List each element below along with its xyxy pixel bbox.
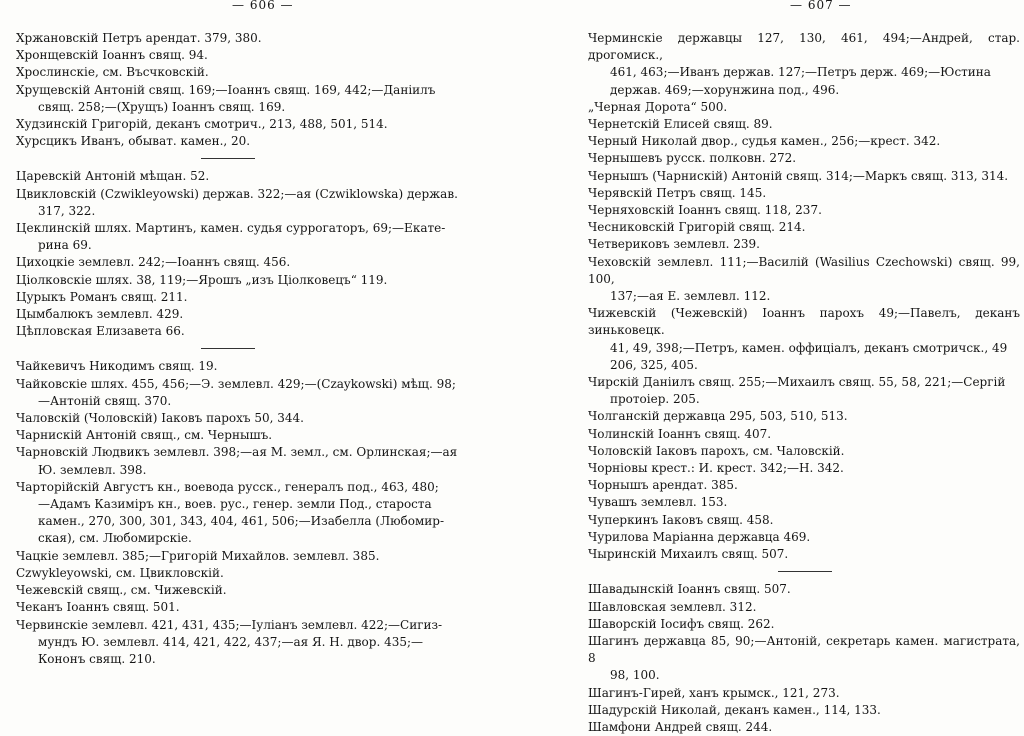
entry-line: Черминскіе державцы 127, 130, 461, 494;—Андрей, стар. дрогомиск., — [588, 31, 1020, 63]
entry-continuation: 41, 49, 398;—Петръ, камен. оффиціалъ, деканъ смотричск., 49 — [610, 340, 1008, 355]
entry-line: Шагинъ державца 85, 90;—Антоній, секретарь камен. магистрата, 8 — [588, 633, 1020, 666]
index-entry — [588, 374, 1020, 408]
entry-line: Чайкевичъ Никодимъ свящ. 19. — [16, 359, 218, 374]
entry-line: Чоловскій Іаковъ парохъ, см. Чаловскій. — [588, 443, 845, 458]
entry-line: Чежевскій свящ., см. Чижевскій. — [16, 583, 227, 598]
entry-continuation: 137;—ая Е. землевл. 112. — [610, 289, 771, 304]
divider-rule — [778, 571, 832, 572]
entry-line: Czwykleyowski, см. Цвикловскій. — [16, 565, 224, 580]
entry-continuation: мундъ Ю. землевл. 414, 421, 422, 437;—ая Я. Н. двор. 435;— — [38, 634, 424, 649]
page-number: — 607 — — [790, 0, 852, 12]
entry-line: Чернышевъ русск. полковн. 272. — [588, 151, 797, 166]
index-entry — [588, 599, 1020, 616]
index-entry — [588, 236, 1020, 253]
entry-line: Чаловскій (Чоловскій) Іаковъ парохъ 50, 344. — [16, 411, 304, 426]
index-entry — [588, 616, 1020, 633]
entry-continuation: 206, 325, 405. — [610, 357, 698, 372]
index-entry — [588, 685, 1020, 702]
index-entry — [16, 82, 460, 116]
index-entries — [588, 30, 1020, 736]
entry-line: Чолинскій Іоаннъ свящ. 407. — [588, 426, 772, 441]
index-entry — [16, 548, 460, 565]
index-entry — [16, 272, 460, 289]
entry-line: Чесниковскій Григорій свящ. 214. — [588, 220, 806, 235]
index-entry — [588, 30, 1020, 99]
entry-line: Чорніовы крест.: И. крест. 342;—Н. 342. — [588, 461, 844, 476]
index-entry — [16, 254, 460, 271]
index-entry — [16, 599, 460, 616]
index-entry — [16, 220, 460, 254]
entry-line: Чолганскій державца 295, 503, 510, 513. — [588, 409, 848, 424]
entry-continuation: 317, 322. — [38, 203, 96, 218]
index-entry — [16, 358, 460, 375]
index-entry — [16, 617, 460, 669]
entry-continuation: 98, 100. — [610, 668, 660, 683]
entry-continuation: рина 69. — [38, 238, 92, 253]
entry-line: Черявскій Петръ свящ. 145. — [588, 185, 767, 200]
index-entry — [16, 116, 460, 133]
entry-line: Хржановскій Петръ арендат. 379, 380. — [16, 31, 262, 45]
index-entry — [588, 581, 1020, 598]
entry-line: Цвикловскій (Czwikleyowski) держав. 322;—ая (Czwiklowska) держав. — [16, 186, 458, 201]
entry-line: Цѣпловская Елизавета 66. — [16, 324, 185, 339]
index-entry — [588, 719, 1020, 736]
entry-line: Чирскій Даніилъ свящ. 255;—Михаилъ свящ. 55, 58, 221;—Сергій — [588, 375, 1006, 390]
entry-line: Чарновскій Людвикъ землевл. 398;—ая М. земл., см. Орлинская;—ая — [16, 445, 458, 460]
entry-line: Чайковскіе шлях. 455, 456;—Э. землевл. 429;—(Czaykowski) мѣщ. 98; — [16, 376, 456, 391]
index-entry — [16, 376, 460, 410]
index-entry — [16, 64, 460, 81]
entry-continuation: держав. 469;—хорунжина под., 496. — [610, 82, 840, 97]
entry-line: Цихоцкіе землевл. 242;—Іоаннъ свящ. 456. — [16, 255, 291, 270]
entry-continuation: камен., 270, 300, 301, 343, 404, 461, 506;—Изабелла (Любомир- — [38, 514, 445, 529]
entry-continuation: свящ. 258;—(Хрущъ) Іоаннъ свящ. 169. — [38, 99, 286, 114]
index-entry — [588, 426, 1020, 443]
entry-line: Хронщевскій Іоаннъ свящ. 94. — [16, 48, 208, 63]
page-number: — 606 — — [232, 0, 294, 12]
index-entry — [16, 306, 460, 323]
index-entry — [16, 479, 460, 548]
entry-continuation: —Антоній свящ. 370. — [38, 393, 172, 408]
index-entry — [588, 254, 1020, 306]
entry-line: Черный Николай двор., судья камен., 256;—крест. 342. — [588, 134, 941, 149]
section-divider — [16, 150, 460, 168]
entry-continuation: протоіер. 205. — [610, 392, 700, 407]
entry-line: Цымбалюкъ землевл. 429. — [16, 307, 184, 322]
entry-continuation: 461, 463;—Иванъ держав. 127;—Петръ держ. 469;—Юстина — [610, 65, 991, 80]
entry-line: Цурыкъ Романъ свящ. 211. — [16, 289, 188, 304]
index-entry — [16, 323, 460, 340]
index-entry — [588, 477, 1020, 494]
index-entry — [16, 133, 460, 150]
entry-line: „Черная Дорота“ 500. — [588, 99, 728, 114]
entry-line: Чарторійскій Августъ кн., воевода русск., генералъ под., 463, 480; — [16, 479, 439, 494]
index-entry — [16, 289, 460, 306]
entry-line: Хрослинскіе, см. Въсчковскій. — [16, 65, 209, 80]
entry-line: Чорнышъ арендат. 385. — [588, 478, 738, 493]
index-entry — [588, 460, 1020, 477]
entry-line: Четвериковъ землевл. 239. — [588, 237, 760, 252]
index-entry — [16, 410, 460, 427]
index-entry — [588, 168, 1020, 185]
index-entry — [16, 427, 460, 444]
index-entry — [588, 133, 1020, 150]
index-entry — [588, 633, 1020, 685]
index-entry — [588, 219, 1020, 236]
divider-rule — [201, 348, 255, 349]
index-entry — [16, 168, 460, 185]
index-entry — [588, 512, 1020, 529]
index-entry — [588, 546, 1020, 563]
entry-line: Чеховскій землевл. 111;—Василій (Wasilius Czechowski) свящ. 99, 100, — [588, 254, 1020, 286]
entry-line: Чеканъ Іоаннъ свящ. 501. — [16, 600, 180, 615]
entry-continuation: Ю. землевл. 398. — [38, 462, 147, 477]
entry-line: Шавловская землевл. 312. — [588, 599, 757, 614]
entry-continuation: ская), см. Любомирскіе. — [38, 531, 192, 546]
entry-line: Шаворскій Іосифъ свящ. 262. — [588, 616, 775, 631]
entry-continuation: Кононъ свящ. 210. — [38, 651, 156, 666]
section-divider — [16, 340, 460, 358]
entry-line: Чернышъ (Чарнискій) Антоній свящ. 314;—Маркъ свящ. 313, 314. — [588, 168, 1009, 183]
entry-line: Чацкіе землевл. 385;—Григорій Михайлов. землевл. 385. — [16, 548, 380, 563]
entry-line: Чижевскій (Чежевскій) Іоаннъ парохъ 49;—Павелъ, деканъ зиньковецк. — [588, 306, 1020, 338]
section-divider — [588, 563, 1020, 581]
index-entry — [588, 408, 1020, 425]
entry-line: Худзинскій Григорій, деканъ смотрич., 213, 488, 501, 514. — [16, 117, 388, 132]
index-entry — [588, 116, 1020, 133]
index-entries — [16, 30, 460, 668]
index-entry — [588, 305, 1020, 374]
index-entry — [588, 529, 1020, 546]
index-entry — [16, 30, 460, 47]
index-entry — [588, 99, 1020, 116]
divider-rule — [201, 158, 255, 159]
index-entry — [16, 186, 460, 220]
entry-line: Чувашъ землевл. 153. — [588, 495, 728, 510]
index-entry — [588, 185, 1020, 202]
entry-line: Черняховскій Іоаннъ свящ. 118, 237. — [588, 203, 822, 218]
entry-line: Царевскій Антоній мѣщан. 52. — [16, 169, 210, 184]
entry-line: Чурилова Маріанна державца 469. — [588, 529, 811, 544]
index-entry — [16, 47, 460, 64]
index-entry — [16, 565, 460, 582]
index-entry — [588, 494, 1020, 511]
index-entry — [16, 444, 460, 478]
entry-line: Чыринскій Михаилъ свящ. 507. — [588, 547, 789, 562]
entry-line: Чернетскій Елисей свящ. 89. — [588, 117, 773, 132]
entry-line: Шамфони Андрей свящ. 244. — [588, 719, 773, 734]
entry-line: Шавадынскій Іоаннъ свящ. 507. — [588, 582, 791, 597]
entry-line: Чарнискій Антоній свящ., см. Чернышъ. — [16, 428, 273, 443]
entry-line: Червинскіе землевл. 421, 431, 435;—Іуліанъ землевл. 422;—Сигиз- — [16, 617, 443, 632]
entry-line: Шагинъ-Гирей, ханъ крымск., 121, 273. — [588, 685, 840, 700]
index-entry — [588, 702, 1020, 719]
index-entry — [588, 443, 1020, 460]
entry-line: Чуперкинъ Іаковъ свящ. 458. — [588, 512, 774, 527]
entry-line: Хрущевскій Антоній свящ. 169;—Іоаннъ свящ. 169, 442;—Даніилъ — [16, 82, 436, 97]
entry-line: Ціолковскіе шлях. 38, 119;—Ярошъ „изъ Ціолковецъ“ 119. — [16, 272, 388, 287]
index-entry — [588, 150, 1020, 167]
index-entry — [588, 202, 1020, 219]
entry-line: Шадурскій Николай, деканъ камен., 114, 133. — [588, 702, 881, 717]
entry-line: Цеклинскій шлях. Мартинъ, камен. судья суррогаторъ, 69;—Екате- — [16, 221, 446, 236]
index-entry — [16, 582, 460, 599]
entry-line: Хурсцикъ Иванъ, обыват. камен., 20. — [16, 134, 251, 149]
entry-continuation: —Адамъ Казиміръ кн., воев. рус., генер. земли Под., староста — [38, 497, 432, 512]
